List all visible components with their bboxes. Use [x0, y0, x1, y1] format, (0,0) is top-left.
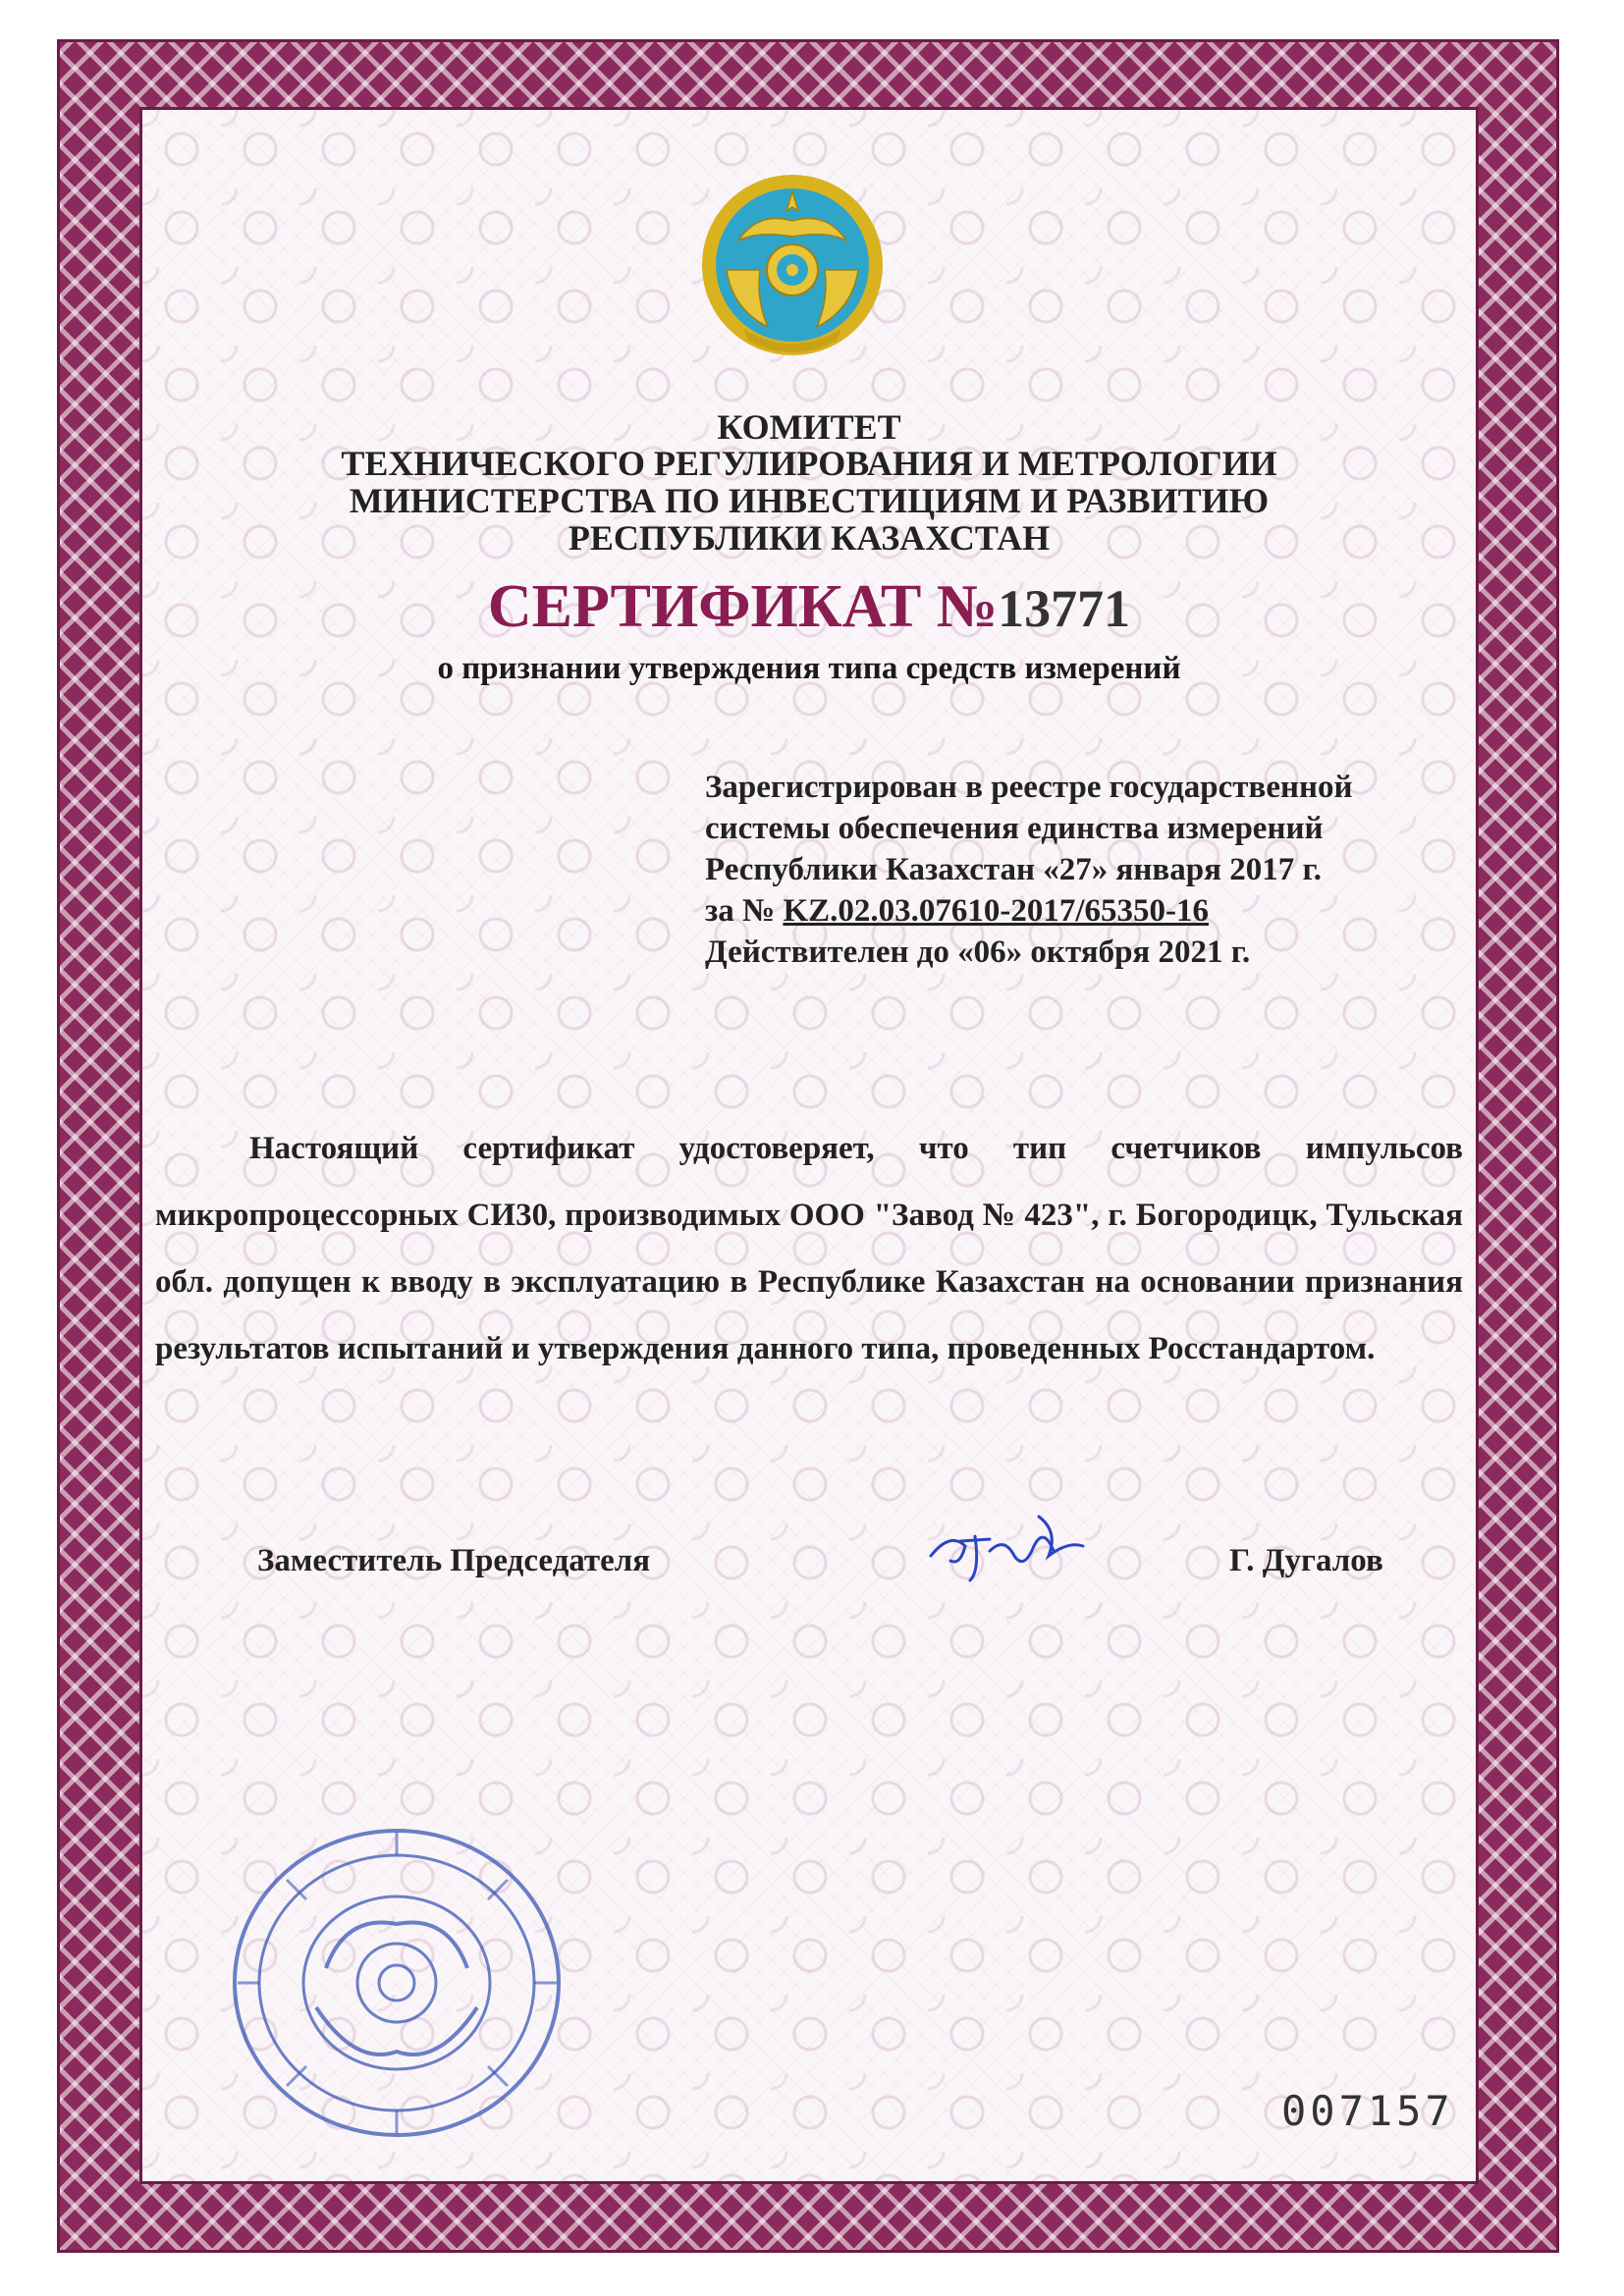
org-line-committee: КОМИТЕТ [717, 407, 901, 447]
org-line-technical-regulation: ТЕХНИЧЕСКОГО РЕГУЛИРОВАНИЯ И МЕТРОЛОГИИ [341, 444, 1277, 483]
state-emblem-icon [699, 172, 886, 358]
certificate-subtitle: о признании утверждения типа средств измерений [437, 651, 1181, 686]
registration-line-2: системы обеспечения единства измерений [705, 811, 1324, 846]
org-line-republic: РЕСПУБЛИКИ КАЗАХСТАН [568, 518, 1051, 558]
signer-name: Г. Дугалов [1229, 1543, 1383, 1578]
handwritten-signature-icon [921, 1502, 1088, 1590]
signer-title: Заместитель Председателя [257, 1543, 651, 1578]
certificate-title [142, 572, 1476, 643]
registration-number-prefix: за № [705, 893, 784, 929]
certificate-number: 13771 [998, 579, 1131, 638]
certificate-body-text: Настоящий сертификат удостоверяет, что тип счетчиков импульсов микропроцессорных СИ30, производимых ООО "Завод № 423", г. Богородицк, Тульская обл. допущен к вводу в эксплуатацию в Республике Казахстан на основании признания результатов испытаний и утверждения данного типа, проведенных Росстандартом. [155, 1131, 1463, 1366]
certificate-title-label: СЕРТИФИКАТ № [487, 573, 999, 640]
registration-line-3: Республики Казахстан «27» января 2017 г. [705, 852, 1322, 887]
registration-number: KZ.02.03.07610-2017/65350-16 [783, 893, 1210, 929]
valid-until: Действителен до «06» октября 2021 г. [705, 934, 1251, 970]
registration-line-1: Зарегистрирован в реестре государственной [705, 770, 1353, 805]
org-line-ministry: МИНИСТЕРСТВА ПО ИНВЕСТИЦИЯМ И РАЗВИТИЮ [349, 481, 1270, 520]
serial-number: 007157 [1281, 2087, 1454, 2135]
registration-number-line [705, 891, 1209, 931]
official-stamp-icon [228, 1821, 567, 2145]
